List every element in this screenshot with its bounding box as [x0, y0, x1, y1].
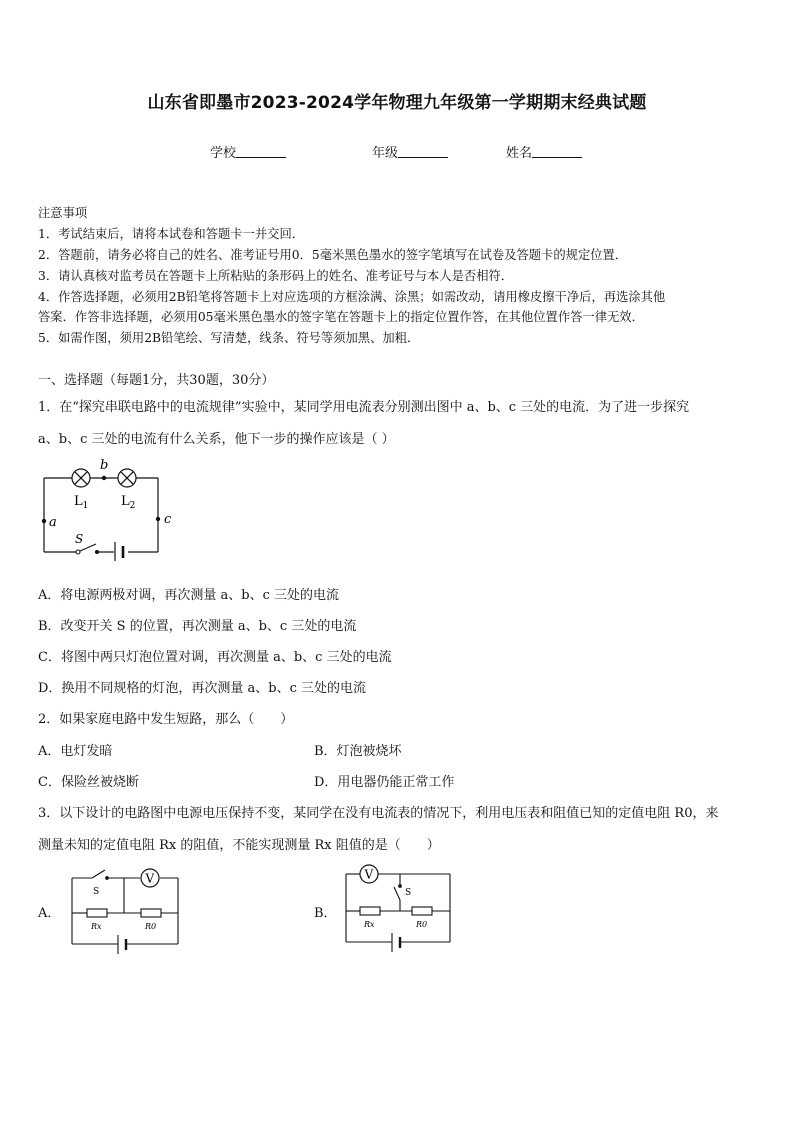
notes-item: 2．答题前，请务必将自己的姓名、准考证号用0．5毫米黑色墨水的签字笔填写在试卷及答题卡的规定位置．: [38, 248, 628, 262]
page-title: 山东省即墨市2023-2024学年物理九年级第一学期期末经典试题: [147, 93, 647, 113]
point-b-dot: [102, 476, 106, 480]
notes-item: 3．请认真核对监考员在答题卡上所粘贴的条形码上的姓名、准考证号与本人是否相符．: [38, 269, 514, 283]
q2-option-b[interactable]: B．灯泡被烧坏: [314, 744, 402, 759]
q3-stem-line2: 测量未知的定值电阻 Rx 的阻值，不能实现测量 Rx 阻值的是（ ）: [38, 838, 440, 853]
grade-label: 年级: [372, 146, 399, 161]
lamp-l1-icon: [72, 469, 90, 487]
q2-option-c[interactable]: C．保险丝被烧断: [38, 775, 139, 790]
name-blank: [532, 145, 582, 158]
resistor-r0-icon: [412, 907, 432, 915]
battery-icon: [118, 935, 126, 954]
label-r0: R0: [416, 920, 428, 929]
notes-item: 4．作答选择题，必须用2B铅笔将答题卡上对应选项的方框涂满、涂黑；如需改动，请用橡皮擦干净后，再选涂其他: [38, 290, 666, 304]
label-l2: $L_2$: [121, 494, 136, 511]
voltmeter-icon: [141, 869, 159, 887]
section-heading: 一、选择题（每题1分，共30题，30分）: [38, 373, 275, 388]
q3-circuit-b: [338, 860, 458, 952]
q1-option-c[interactable]: C．将图中两只灯泡位置对调，再次测量 a、b、c 三处的电流: [38, 650, 392, 665]
name-label: 姓名: [506, 146, 533, 161]
q1-stem-line2: a、b、c 三处的电流有什么关系，他下一步的操作应该是（ ）: [38, 432, 395, 447]
switch-icon: [92, 870, 108, 879]
switch-icon: [394, 885, 401, 900]
q3-stem-line1: 3．以下设计的电路图中电源电压保持不变，某同学在没有电流表的情况下，利用电压表和阻值已知的定值电阻 R0，来: [38, 806, 719, 821]
school-field: [210, 142, 286, 161]
q1-stem-line1: 1．在“探究串联电路中的电流规律”实验中，某同学用电流表分别测出图中 a、b、c 三处的电流．为了进一步探究: [38, 400, 690, 415]
q2-option-a[interactable]: A．电灯发暗: [38, 744, 113, 759]
q3-option-b-label[interactable]: B．: [314, 906, 337, 921]
label-s: S: [75, 532, 84, 546]
resistor-rx-icon: [360, 907, 380, 915]
school-blank: [236, 145, 286, 158]
battery-icon: [392, 933, 400, 952]
q1-option-a[interactable]: A．将电源两极对调，再次测量 a、b、c 三处的电流: [38, 588, 340, 603]
q1-option-d[interactable]: D．换用不同规格的灯泡，再次测量 a、b、c 三处的电流: [38, 681, 367, 696]
point-c-dot: [156, 517, 160, 521]
notes-item: 答案．作答非选择题，必须用05毫米黑色墨水的签字笔在答题卡上的指定位置作答，在其他位置作答一律无效．: [38, 310, 644, 324]
voltmeter-label: V: [145, 871, 155, 886]
q3-option-a-label[interactable]: A．: [38, 906, 61, 921]
notes-item: 1．考试结束后，请将本试卷和答题卡一并交回．: [38, 227, 305, 241]
q1-circuit-diagram: [36, 456, 176, 561]
point-a-dot: [42, 519, 46, 523]
voltmeter-label: V: [364, 867, 374, 882]
grade-blank: [398, 145, 448, 158]
name-field: [506, 142, 582, 161]
voltmeter-icon: [360, 865, 378, 883]
label-a: a: [49, 515, 57, 530]
resistor-r0-icon: [141, 909, 161, 917]
label-l1: $L_1$: [74, 494, 89, 511]
q2-option-d[interactable]: D．用电器仍能正常工作: [314, 775, 455, 790]
label-rx: Rx: [364, 920, 375, 929]
label-s: S: [93, 887, 100, 897]
label-r0: R0: [145, 922, 157, 931]
notes-heading: 注意事项: [38, 206, 88, 220]
label-rx: Rx: [91, 922, 102, 931]
label-b: b: [100, 458, 109, 473]
label-c: c: [164, 512, 172, 527]
battery-icon: [115, 542, 123, 561]
lamp-l2-icon: [118, 469, 136, 487]
resistor-rx-icon: [87, 909, 107, 917]
label-s: S: [405, 888, 412, 898]
q1-option-b[interactable]: B．改变开关 S 的位置，再次测量 a、b、c 三处的电流: [38, 619, 357, 634]
q2-stem: 2．如果家庭电路中发生短路，那么（ ）: [38, 712, 294, 727]
notes-item: 5．如需作图，须用2B铅笔绘、写清楚，线条、符号等须加黑、加粗．: [38, 331, 420, 345]
school-label: 学校: [210, 146, 237, 161]
grade-field: [372, 142, 448, 161]
q3-circuit-a: [64, 866, 184, 958]
